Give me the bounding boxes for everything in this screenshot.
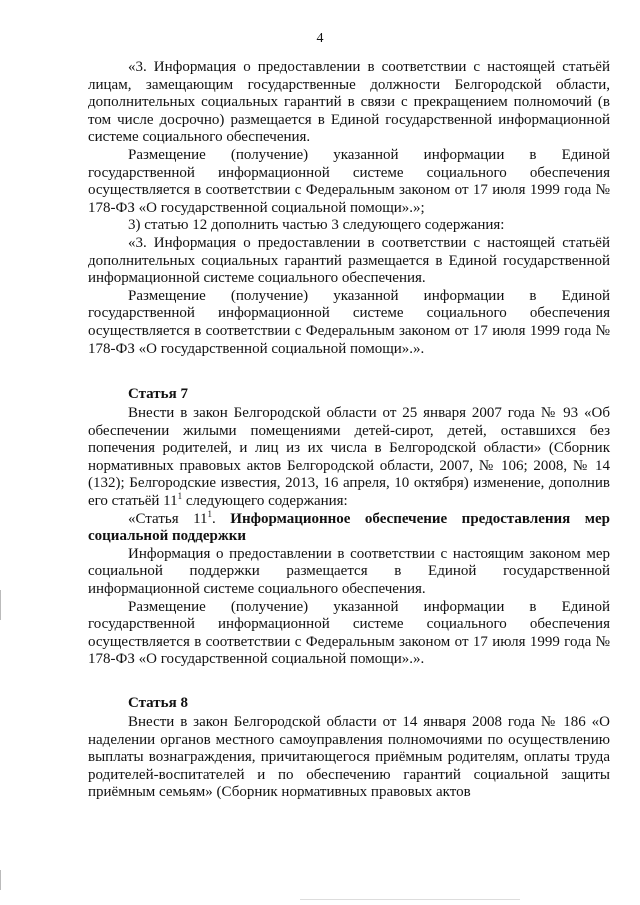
text-run: Внести в закон Белгородской области от 25 января 2007 года № 93 «Об обеспечении жилыми помещениями детей-сирот, детей, оставшихся без попечения родителей, и лиц из их числа в Белгородской области» (Сборник нормативных правовых актов Белгородской области, 2007, № 106; 2008, № 14 (132); Белгородские известия, 2013, 16 апреля, 10 октября) изменение, дополнив его статьёй 11 (88, 405, 610, 509)
paragraph: 3) статью 12 дополнить частью 3 следующего содержания: (128, 217, 505, 234)
superscript: 1 (207, 508, 213, 519)
paragraph (88, 405, 610, 511)
paragraph: Внести в закон Белгородской области от 14 января 2008 года № 186 «О наделении органов местного самоуправления полномочиями по осуществлению выплаты вознаграждения, причитающегося приёмным родителям, оплаты труда родителей-воспитателей и по обеспечению гарантий социальной защиты приёмным семьям» (Сборник нормативных правовых актов (88, 714, 610, 801)
paragraph: Размещение (получение) указанной информации в Единой государственной информационной системе социального обеспечения осуществляется в соответствии с Федеральным законом от 17 июля 1999 года № 178-ФЗ «О государственной социальной помощи».»; (88, 146, 610, 216)
paragraph: Размещение (получение) указанной информации в Единой государственной информационной системе социального обеспечения осуществляется в соответствии с Федеральным законом от 17 июля 1999 года № 178-ФЗ «О государственной социальной помощи».». (88, 287, 610, 357)
scan-bottom-artifact (300, 899, 520, 900)
paragraph: «3. Информация о предоставлении в соответствии с настоящей статьёй лицам, замещающим государственные должности Белгородской области, дополнительных социальных гарантий в связи с прекращением полномочий (в том числе досрочно) размещается в Единой государственной информационной системе социального обеспечения. (88, 59, 610, 146)
page-number: 4 (316, 31, 324, 46)
paragraph: Информация о предоставлении в соответствии с настоящим законом мер социальной поддержки размещается в Единой государственной информационной системе социального обеспечения. (88, 545, 610, 597)
superscript: 1 (177, 490, 183, 501)
bold-title: Информационное обеспечение предоставления мер социальной поддержки (88, 510, 610, 545)
article8-text (88, 714, 610, 802)
paragraph: «3. Информация о предоставлении в соответствии с настоящей статьёй дополнительных социальных гарантий размещается в Единой государственной информационной системе социального обеспечения. (88, 234, 610, 287)
article-11-1-title: «Статья $11^1$. Информационное обеспечение предоставления мер социальной поддержки (88, 508, 610, 545)
article7-text (88, 405, 610, 669)
scan-edge-mark (0, 870, 1, 890)
scan-edge-mark (0, 590, 1, 620)
paragraph: Размещение (получение) указанной информации в Единой государственной информационной системе социального обеспечения осуществляется в соответствии с Федеральным законом от 17 июля 1999 года № 178-ФЗ «О государственной социальной помощи».». (88, 598, 610, 668)
text-run: следующего содержания: (182, 492, 348, 509)
text-run: «Статья 11 (128, 510, 208, 527)
article6-amendment-text (88, 59, 610, 358)
article-8-heading: Статья 8 (128, 695, 188, 711)
article-7-heading: Статья 7 (128, 386, 188, 402)
